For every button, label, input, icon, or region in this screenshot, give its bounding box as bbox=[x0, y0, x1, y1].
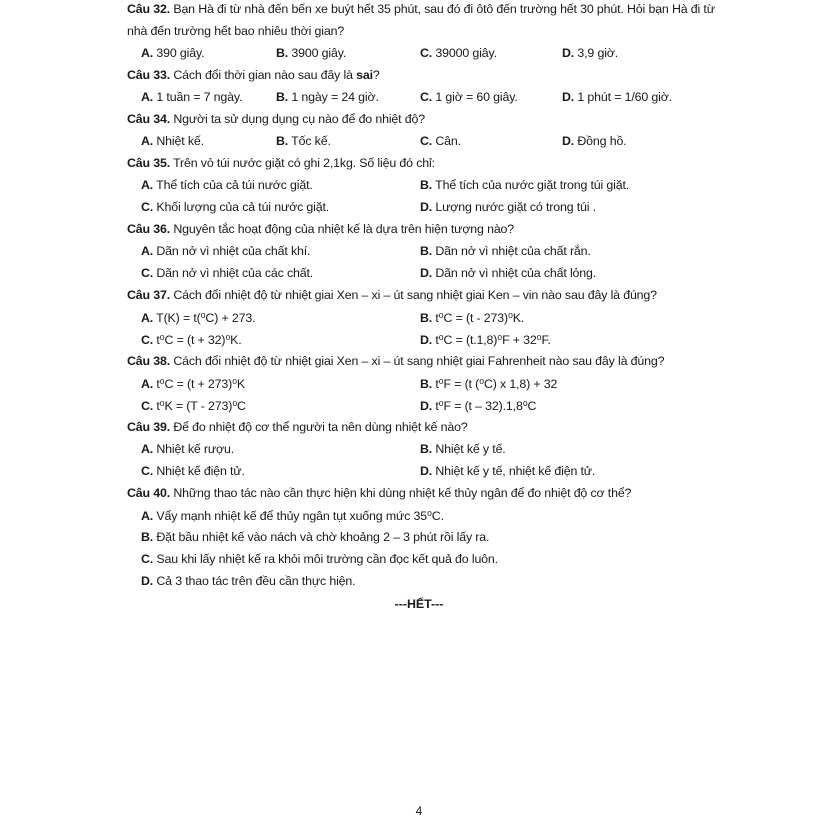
question-35: Câu 35. Trên vỏ túi nước giặt có ghi 2,1kg. Số liệu đó chỉ: bbox=[127, 156, 435, 170]
question-text: Bạn Hà đi từ nhà đến bến xe buýt hết 35 phút, sau đó đi ôtô đến trường hết 30 phút. Hỏi bạn Hà đi từ bbox=[170, 2, 715, 16]
option-d: D. 1 phút = 1/60 giờ. bbox=[562, 90, 673, 104]
option-a: A. Nhiệt kế rượu. bbox=[141, 442, 235, 456]
option-b: B. Thể tích của nước giặt trong túi giặt. bbox=[420, 178, 630, 192]
option-c: C. Dãn nở vì nhiệt của các chất. bbox=[141, 266, 314, 280]
option-c: C. Khối lượng của cả túi nước giặt. bbox=[141, 200, 330, 214]
option-b: B. 1 ngày = 24 giờ. bbox=[276, 90, 379, 104]
option-d: D. Dãn nở vì nhiệt của chất lỏng. bbox=[420, 266, 597, 280]
question-33: Câu 33. Cách đổi thời gian nào sau đây là sai? bbox=[127, 68, 380, 82]
question-40: Câu 40. Những thao tác nào cần thực hiện khi dùng nhiệt kế thủy ngân để đo nhiệt độ cơ thể? bbox=[127, 486, 632, 500]
option-a: A. T(K) = t(⁰C) + 273. bbox=[141, 311, 256, 325]
page-number: 4 bbox=[415, 804, 423, 818]
option-a: A. Dãn nở vì nhiệt của chất khí. bbox=[141, 244, 311, 258]
option-d: D. Cả 3 thao tác trên đều cần thực hiện. bbox=[141, 574, 356, 588]
option-b: B. Đặt bầu nhiệt kế vào nách và chờ khoảng 2 – 3 phút rồi lấy ra. bbox=[141, 530, 490, 544]
option-b: B. Tốc kế. bbox=[276, 134, 331, 148]
option-d: D. Nhiệt kế y tế, nhiệt kế điện tử. bbox=[420, 464, 596, 478]
question-39: Câu 39. Để đo nhiệt độ cơ thể người ta nên dùng nhiệt kế nào? bbox=[127, 420, 468, 434]
option-d: D. Lượng nước giặt có trong túi . bbox=[420, 200, 596, 214]
option-c: C. t⁰K = (T - 273)⁰C bbox=[141, 399, 246, 413]
option-d: D. 3,9 giờ. bbox=[562, 46, 619, 60]
option-d: D. t⁰C = (t.1,8)⁰F + 32⁰F. bbox=[420, 333, 551, 347]
question-38: Câu 38. Cách đổi nhiệt độ từ nhiệt giai Xen – xi – út sang nhiệt giai Fahrenheit nào sau đây là đúng? bbox=[127, 354, 665, 368]
option-c: C. 39000 giây. bbox=[420, 46, 497, 60]
option-a: A. Thể tích của cả túi nước giặt. bbox=[141, 178, 313, 192]
option-d: D. Đồng hồ. bbox=[562, 134, 627, 148]
question-32 bbox=[127, 2, 715, 16]
option-a: A. t⁰C = (t + 273)⁰K bbox=[141, 377, 246, 391]
question-37: Câu 37. Cách đổi nhiệt độ từ nhiệt giai Xen – xi – út sang nhiệt giai Ken – vin nào sau đây là đúng? bbox=[127, 288, 657, 302]
option-c: C. t⁰C = (t + 32)⁰K. bbox=[141, 333, 242, 347]
question-number: Câu 32. bbox=[127, 2, 171, 16]
option-b: B. t⁰F = (t (⁰C) x 1,8) + 32 bbox=[420, 377, 558, 391]
option-c: C. Nhiệt kế điện tử. bbox=[141, 464, 245, 478]
option-b: B. Dãn nở vì nhiệt của chất rắn. bbox=[420, 244, 591, 258]
option-a: A. 390 giây. bbox=[141, 46, 205, 60]
emphasis-word: sai bbox=[356, 68, 373, 82]
question-34: Câu 34. Người ta sử dụng dụng cụ nào để đo nhiệt độ? bbox=[127, 112, 425, 126]
option-a: A. Vẩy mạnh nhiệt kế để thủy ngân tụt xuống mức 35⁰C. bbox=[141, 509, 444, 523]
option-a: A. 1 tuần = 7 ngày. bbox=[141, 90, 243, 104]
option-b: B. 3900 giây. bbox=[276, 46, 347, 60]
question-36: Câu 36. Nguyên tắc hoạt động của nhiệt kế là dựa trên hiện tượng nào? bbox=[127, 222, 515, 236]
option-b: B. t⁰C = (t - 273)⁰K. bbox=[420, 311, 525, 325]
option-a: A. Nhiệt kế. bbox=[141, 134, 204, 148]
option-c: C. 1 giờ = 60 giây. bbox=[420, 90, 518, 104]
question-text-continued: nhà đến trường hết bao nhiêu thời gian? bbox=[127, 24, 345, 38]
end-mark: ---HẾT--- bbox=[394, 597, 444, 611]
option-d: D. t⁰F = (t – 32).1,8⁰C bbox=[420, 399, 537, 413]
option-b: B. Nhiệt kế y tế. bbox=[420, 442, 506, 456]
option-c: C. Sau khi lấy nhiệt kế ra khỏi môi trường cần đọc kết quả đo luôn. bbox=[141, 552, 498, 566]
option-c: C. Cân. bbox=[420, 134, 461, 148]
